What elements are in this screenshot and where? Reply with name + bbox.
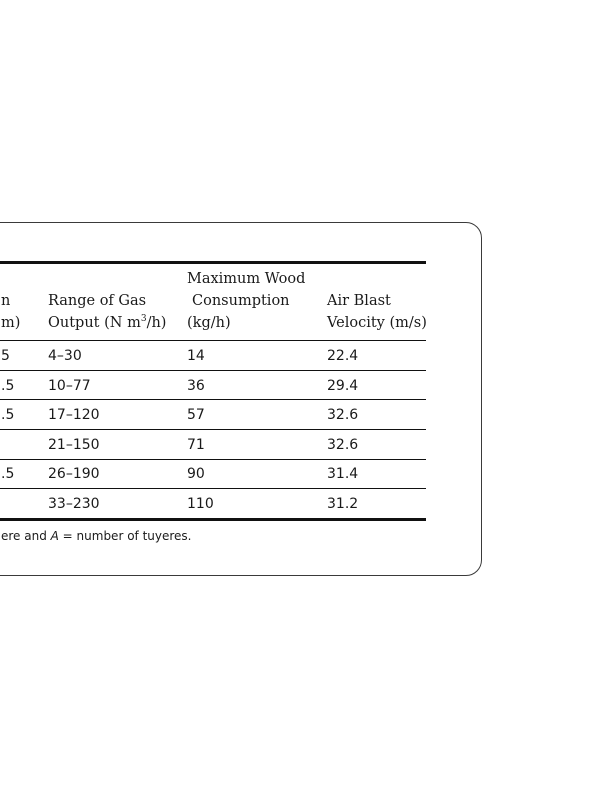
range-header-line1: Range of Gas — [48, 293, 147, 309]
air-header-line1: Air Blast — [327, 293, 391, 309]
row5-col1: .5 — [1, 466, 15, 482]
row2-range: 10–77 — [48, 378, 91, 394]
air-header-line2: Velocity (m/s) — [327, 315, 427, 331]
wood-header-line2: Consumption — [192, 293, 290, 309]
row4-wood: 71 — [187, 437, 205, 453]
row1-range: 4–30 — [48, 348, 82, 364]
row-divider — [0, 459, 426, 460]
row4-range: 21–150 — [48, 437, 100, 453]
row1-col1: 5 — [1, 348, 10, 364]
row5-range: 26–190 — [48, 466, 100, 482]
table-top-rule — [0, 261, 426, 264]
row2-col1: .5 — [1, 378, 15, 394]
row2-wood: 36 — [187, 378, 205, 394]
row5-air: 31.4 — [327, 466, 359, 482]
table-card — [0, 222, 482, 576]
row3-range: 17–120 — [48, 407, 100, 423]
row4-air: 32.6 — [327, 437, 359, 453]
row1-air: 22.4 — [327, 348, 359, 364]
row-divider — [0, 370, 426, 371]
row3-air: 32.6 — [327, 407, 359, 423]
row6-wood: 110 — [187, 496, 214, 512]
row6-range: 33–230 — [48, 496, 100, 512]
row-divider — [0, 488, 426, 489]
row3-col1: .5 — [1, 407, 15, 423]
table-footnote: ere and A = number of tuyeres. — [1, 529, 192, 543]
col1-header-line2: m) — [1, 315, 21, 331]
row2-air: 29.4 — [327, 378, 359, 394]
col1-header-line1: n — [1, 293, 11, 309]
wood-header-line1: Maximum Wood — [187, 271, 306, 287]
row5-wood: 90 — [187, 466, 205, 482]
row-divider — [0, 399, 426, 400]
row6-air: 31.2 — [327, 496, 359, 512]
wood-header-line3: (kg/h) — [187, 315, 231, 331]
range-header-line2: Output (N $m^3/h$) — [48, 314, 167, 331]
table-bottom-rule — [0, 518, 426, 521]
row3-wood: 57 — [187, 407, 205, 423]
row1-wood: 14 — [187, 348, 205, 364]
row-divider — [0, 429, 426, 430]
header-divider — [0, 340, 426, 341]
